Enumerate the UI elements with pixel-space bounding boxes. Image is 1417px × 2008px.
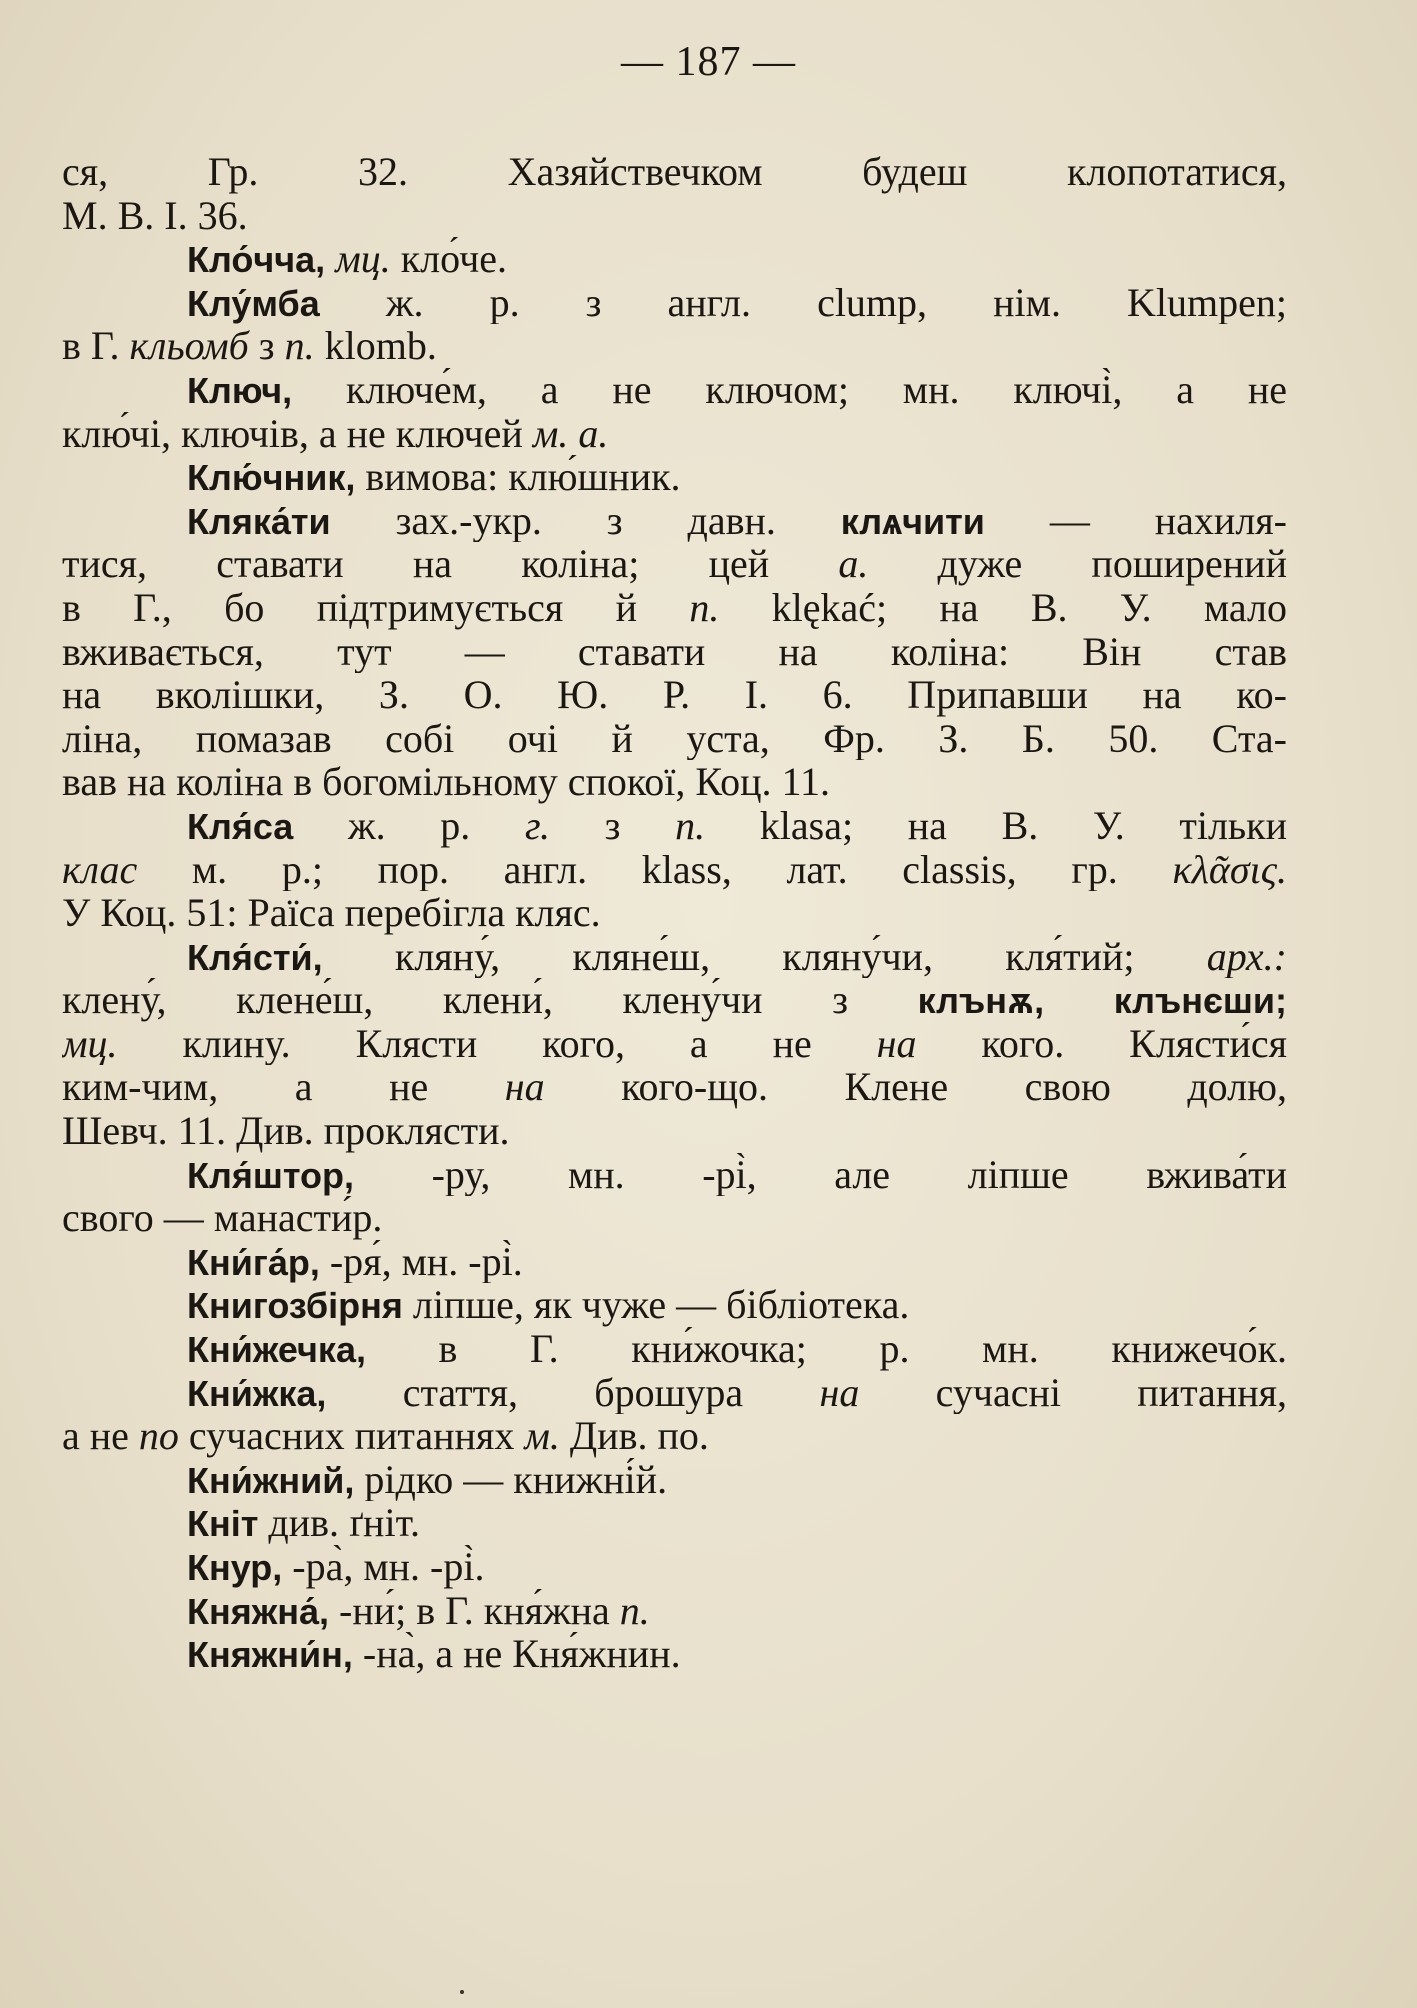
text-line (62, 237, 1287, 281)
headword: клѧчити (840, 500, 985, 542)
entry-text: -ру, мн. -рі̀, але ліпше вжива́ти (354, 1152, 1287, 1197)
text-line (62, 586, 1287, 630)
headword: Книгозбірня (187, 1285, 403, 1327)
italic-abbrev: п. (284, 324, 315, 368)
entry-text: дуже поширений (868, 542, 1287, 586)
headword: Кни́жка, (187, 1372, 327, 1414)
entry-text: Шевч. 11. Див. проклясти. (62, 1109, 510, 1153)
entry-text: Див. по. (559, 1414, 709, 1458)
text-line (62, 1283, 1287, 1327)
entry-text: вживається, тут — ставати на коліна: Він став (62, 629, 1287, 674)
entry-text: вимова: клю́шник. (355, 455, 681, 499)
text-line (62, 1240, 1287, 1284)
entry-text: klasa; на В. У. тільки (705, 803, 1287, 848)
italic-abbrev: на (876, 1021, 917, 1066)
headword: Клю́чник, (187, 457, 356, 499)
entry-text (325, 237, 335, 281)
text-line (62, 368, 1287, 412)
italic-abbrev: на (504, 1065, 545, 1110)
headword: клънѫ, клънєши; (917, 980, 1287, 1022)
italic-abbrev: п. (619, 1588, 650, 1633)
headword: Ключ, (187, 369, 293, 411)
text-line (62, 412, 1287, 456)
entry-text: — нахиля- (984, 498, 1287, 543)
text-line (62, 630, 1287, 674)
entry-text: кляну́, кляне́ш, кляну́чи, кля́тий; (322, 934, 1207, 979)
italic-abbrev: м. (524, 1414, 560, 1458)
italic-abbrev: м. а. (532, 411, 609, 456)
entry-text: -ря́, мн. -рі̀. (319, 1239, 523, 1284)
text-line (62, 1153, 1287, 1197)
text-line (62, 194, 1287, 238)
text-line (62, 1501, 1287, 1545)
entry-text: а не (62, 1414, 139, 1458)
headword: Княжни́н, (187, 1634, 353, 1676)
entry-text: -ни́; в Г. кня́жна (329, 1588, 620, 1633)
text-line (62, 935, 1287, 979)
entry-text: -ра̀, мн. -рі̀. (282, 1545, 485, 1589)
italic-abbrev: на (819, 1370, 860, 1415)
entry-text: в Г. (62, 324, 130, 368)
entry-text: -на̀, а не Кня́жнин. (352, 1632, 681, 1676)
text-line (62, 1022, 1287, 1066)
entry-text: ліна, помазав собі очі й уста, Фр. З. Б. 50. Ста- (62, 716, 1287, 761)
italic-abbrev: κλᾶσις. (1172, 847, 1287, 892)
entry-text: сучасних питаннях (178, 1414, 525, 1458)
italic-abbrev: кльомб (129, 324, 249, 368)
headword: Кло́чча, (187, 239, 326, 281)
entry-text: в Г., бо підтримується й (62, 585, 690, 630)
italic-abbrev: а. (838, 542, 869, 586)
entry-text: М. В. І. 36. (62, 193, 248, 238)
text-line (62, 1196, 1287, 1240)
entry-text: клину. Клясти кого, а не (117, 1021, 877, 1066)
entry-text: ліпше, як чуже — бібліотека. (402, 1283, 910, 1328)
headword: Кни́га́р, (187, 1241, 320, 1283)
text-line (62, 324, 1287, 368)
italic-abbrev: мц. (335, 237, 391, 281)
entry-text: клену́, клене́ш, клени́, клену́чи з (62, 978, 918, 1022)
entry-text: м. р.; пор. англ. klass, лат. classis, гр. (137, 847, 1173, 892)
headword: Княжна́, (187, 1590, 330, 1632)
entry-text: вав на коліна в богомільному спокої, Коц. 11. (62, 760, 831, 804)
headword: Кнур, (187, 1547, 283, 1588)
italic-abbrev: арх.: (1206, 934, 1287, 979)
headword: Кля́са (187, 805, 294, 847)
entry-text: ж. р. (293, 803, 525, 848)
page-number: — 187 — (621, 39, 796, 85)
text-line (62, 1327, 1287, 1371)
entry-text: тися, ставати на коліна; цей (62, 542, 839, 586)
entry-text: сучасні питання, (859, 1370, 1287, 1415)
entry-text: klomb. (314, 324, 437, 368)
text-line (62, 978, 1287, 1022)
text-line (62, 1109, 1287, 1153)
entry-text: клю́чі, ключів, а не ключей (62, 411, 533, 456)
dictionary-text (62, 150, 1287, 1676)
entry-text: У Коц. 51: Раїса перебігла кляс. (62, 891, 601, 935)
entry-text: ким-чим, а не (62, 1065, 505, 1110)
entry-text: рідко — книжні́й. (354, 1457, 668, 1502)
entry-text: див. ґніт. (258, 1501, 421, 1545)
text-line (62, 673, 1287, 717)
text-line (62, 1458, 1287, 1502)
text-line (62, 1545, 1287, 1589)
entry-text: стаття, брошура (326, 1370, 820, 1415)
entry-text: кого-що. Клене свою долю, (544, 1065, 1287, 1110)
ink-speck (460, 1990, 464, 1994)
text-line (62, 717, 1287, 761)
entry-text: в Г. кни́жочка; р. мн. книжечо́к. (365, 1327, 1287, 1371)
text-line (62, 891, 1287, 935)
text-line (62, 150, 1287, 194)
text-line (62, 1632, 1287, 1676)
headword: Кни́жечка, (187, 1329, 366, 1371)
text-line (62, 499, 1287, 543)
text-line (62, 542, 1287, 586)
headword: Кни́жний, (187, 1459, 355, 1501)
entry-text: кло́че. (390, 237, 507, 281)
text-line (62, 848, 1287, 892)
headword: Кляка́ти (187, 500, 331, 542)
entry-text: на вколішки, З. О. Ю. Р. І. 6. Припавши на ко- (62, 673, 1287, 717)
text-line (62, 804, 1287, 848)
italic-abbrev: п. (689, 585, 720, 630)
entry-text: ключе́м, а не ключом; мн. ключі̀, а не (292, 367, 1287, 412)
italic-abbrev: мц. (62, 1021, 118, 1066)
italic-abbrev: по (138, 1414, 179, 1458)
entry-text: з (248, 324, 285, 368)
headword: Клу́мба (187, 282, 320, 324)
text-line (62, 281, 1287, 325)
text-line (62, 760, 1287, 804)
headword: Кніт (187, 1503, 259, 1545)
entry-text: ж. р. з англ. clump, нім. Klumpen; (319, 280, 1287, 325)
entry-text: klękać; на В. У. мало (719, 585, 1287, 630)
headword: Кля́штор, (187, 1154, 354, 1196)
text-line (62, 1589, 1287, 1633)
entry-text: зах.-укр. з давн. (330, 498, 841, 543)
text-line (62, 1371, 1287, 1415)
entry-text: ся, Гр. 32. Хазяйствечком будеш клопотатися, (62, 150, 1287, 194)
text-line (62, 1065, 1287, 1109)
entry-text: кого. Клясти́ся (916, 1021, 1287, 1066)
headword: Кля́сти́, (187, 936, 323, 978)
entry-text: свого — манасти́р. (62, 1196, 383, 1240)
italic-abbrev: г. (524, 803, 551, 848)
italic-abbrev: п. (675, 803, 706, 848)
italic-abbrev: клас (62, 847, 138, 892)
text-line (62, 455, 1287, 499)
text-line (62, 1414, 1287, 1458)
entry-text: з (550, 803, 676, 848)
